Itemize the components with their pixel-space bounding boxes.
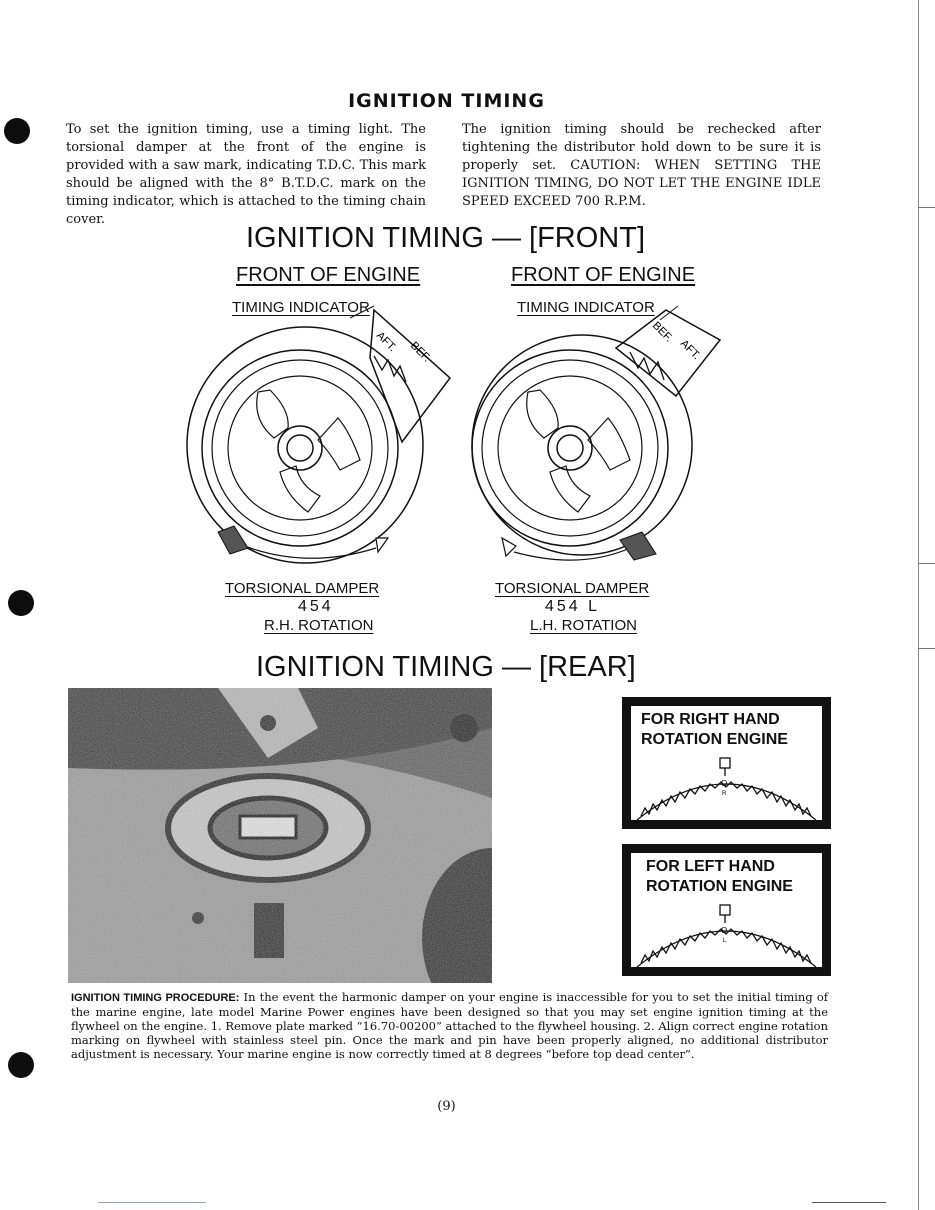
damper-spoke — [257, 390, 288, 438]
intro-paragraph-right: The ignition timing should be rechecked after tightening the distributor hold down to be sure it is properly set. CAUTION: WHEN SETTING THE IGNITION TIMING, DO NOT LET THE ENGINE IDLE SPEED EXCEED 700 R.P.M. — [462, 122, 821, 209]
binder-hole-top — [4, 118, 30, 144]
intro-paragraph-left: To set the ignition timing, use a timing light. The torsional damper at the front of the engine is provided with a saw mark, indicating T.D.C. This mark should be aligned with the 8° B.T.D.C. mark on the timing indicator, which is attached to the timing chain cover. — [66, 122, 426, 227]
damper-diagram-rh — [200, 300, 460, 575]
timing-indicator-label: TIMING INDICATOR — [232, 299, 370, 316]
damper-rim — [472, 350, 668, 546]
footer-rule — [98, 1202, 206, 1203]
mark-o: O — [721, 779, 728, 788]
damper-spoke — [550, 466, 590, 512]
right-hand-rotation-box — [622, 697, 831, 829]
engine-number: 454 — [298, 598, 334, 615]
flywheel-scale-graphic — [631, 754, 822, 820]
torsional-damper-label: TORSIONAL DAMPER — [495, 580, 650, 597]
box-title: FOR RIGHT HAND ROTATION ENGINE — [641, 711, 788, 748]
page-title: IGNITION TIMING — [348, 90, 545, 112]
indicator-mark-right: BEF. — [407, 339, 433, 365]
front-of-engine-label: FRONT OF ENGINE — [511, 264, 696, 286]
arrow-tail-feathers — [218, 526, 248, 554]
edge-tick — [918, 563, 935, 564]
front-of-engine-label: FRONT OF ENGINE — [236, 264, 421, 286]
timing-indicator-plate — [616, 310, 720, 396]
rotation-label: L.H. ROTATION — [530, 617, 637, 634]
damper-rim — [202, 350, 398, 546]
flywheel-housing-photo — [68, 688, 492, 983]
mark-o: O — [721, 926, 728, 935]
damper-spoke — [588, 418, 630, 470]
procedure-label: IGNITION TIMING PROCEDURE: — [71, 992, 240, 1004]
arrow-tail-feathers — [620, 532, 656, 560]
damper-spoke — [280, 466, 320, 512]
page-number: (9) — [437, 1099, 456, 1114]
damper-spoke — [318, 418, 360, 470]
damper-spoke — [527, 390, 558, 438]
mark-rotation: L — [723, 938, 727, 944]
torsional-damper-label: TORSIONAL DAMPER — [225, 580, 380, 597]
timing-indicator-label: TIMING INDICATOR — [517, 299, 655, 316]
front-section-heading: IGNITION TIMING — [FRONT] — [246, 222, 646, 254]
binder-hole-bottom — [8, 1052, 34, 1078]
flywheel-scale-graphic — [631, 901, 822, 967]
edge-tick — [918, 207, 935, 208]
edge-tick — [918, 648, 935, 649]
rear-section-heading: IGNITION TIMING — [REAR] — [256, 651, 636, 683]
damper-hub — [548, 426, 592, 470]
box-title: FOR LEFT HAND ROTATION ENGINE — [646, 858, 793, 895]
damper-diagram-lh — [470, 300, 730, 575]
rotation-arrow — [230, 540, 376, 558]
indicator-mark-right: AFT. — [677, 337, 703, 363]
left-hand-rotation-box — [622, 844, 831, 976]
procedure-paragraph — [71, 990, 828, 1061]
engine-number: 454 L — [545, 598, 601, 615]
rotation-label: R.H. ROTATION — [264, 617, 374, 634]
mark-rotation: R — [722, 791, 727, 797]
indicator-mark-left: AFT. — [373, 329, 399, 355]
damper-hub — [278, 426, 322, 470]
page-edge-line — [918, 0, 919, 1210]
footer-rule-right — [812, 1202, 886, 1203]
procedure-text: In the event the harmonic damper on your engine is inaccessible for you to set the initial timing of the marine engine, late model Marine Power engines have been designed so that you may set engine ignition timing at the flywheel on the engine. 1. Remove plate marked “16.70-00200” attached to the flywheel housing. 2. Align correct engine rotation marking on flywheel with stainless steel pin. Once the mark and pin have been properly aligned, no additional distributor adjustment is necessary. Your marine engine is now correctly timed at 8 degrees “before top dead center”. — [71, 990, 828, 1061]
indicator-mark-left: BEF. — [649, 319, 675, 345]
binder-hole-middle — [8, 590, 34, 616]
